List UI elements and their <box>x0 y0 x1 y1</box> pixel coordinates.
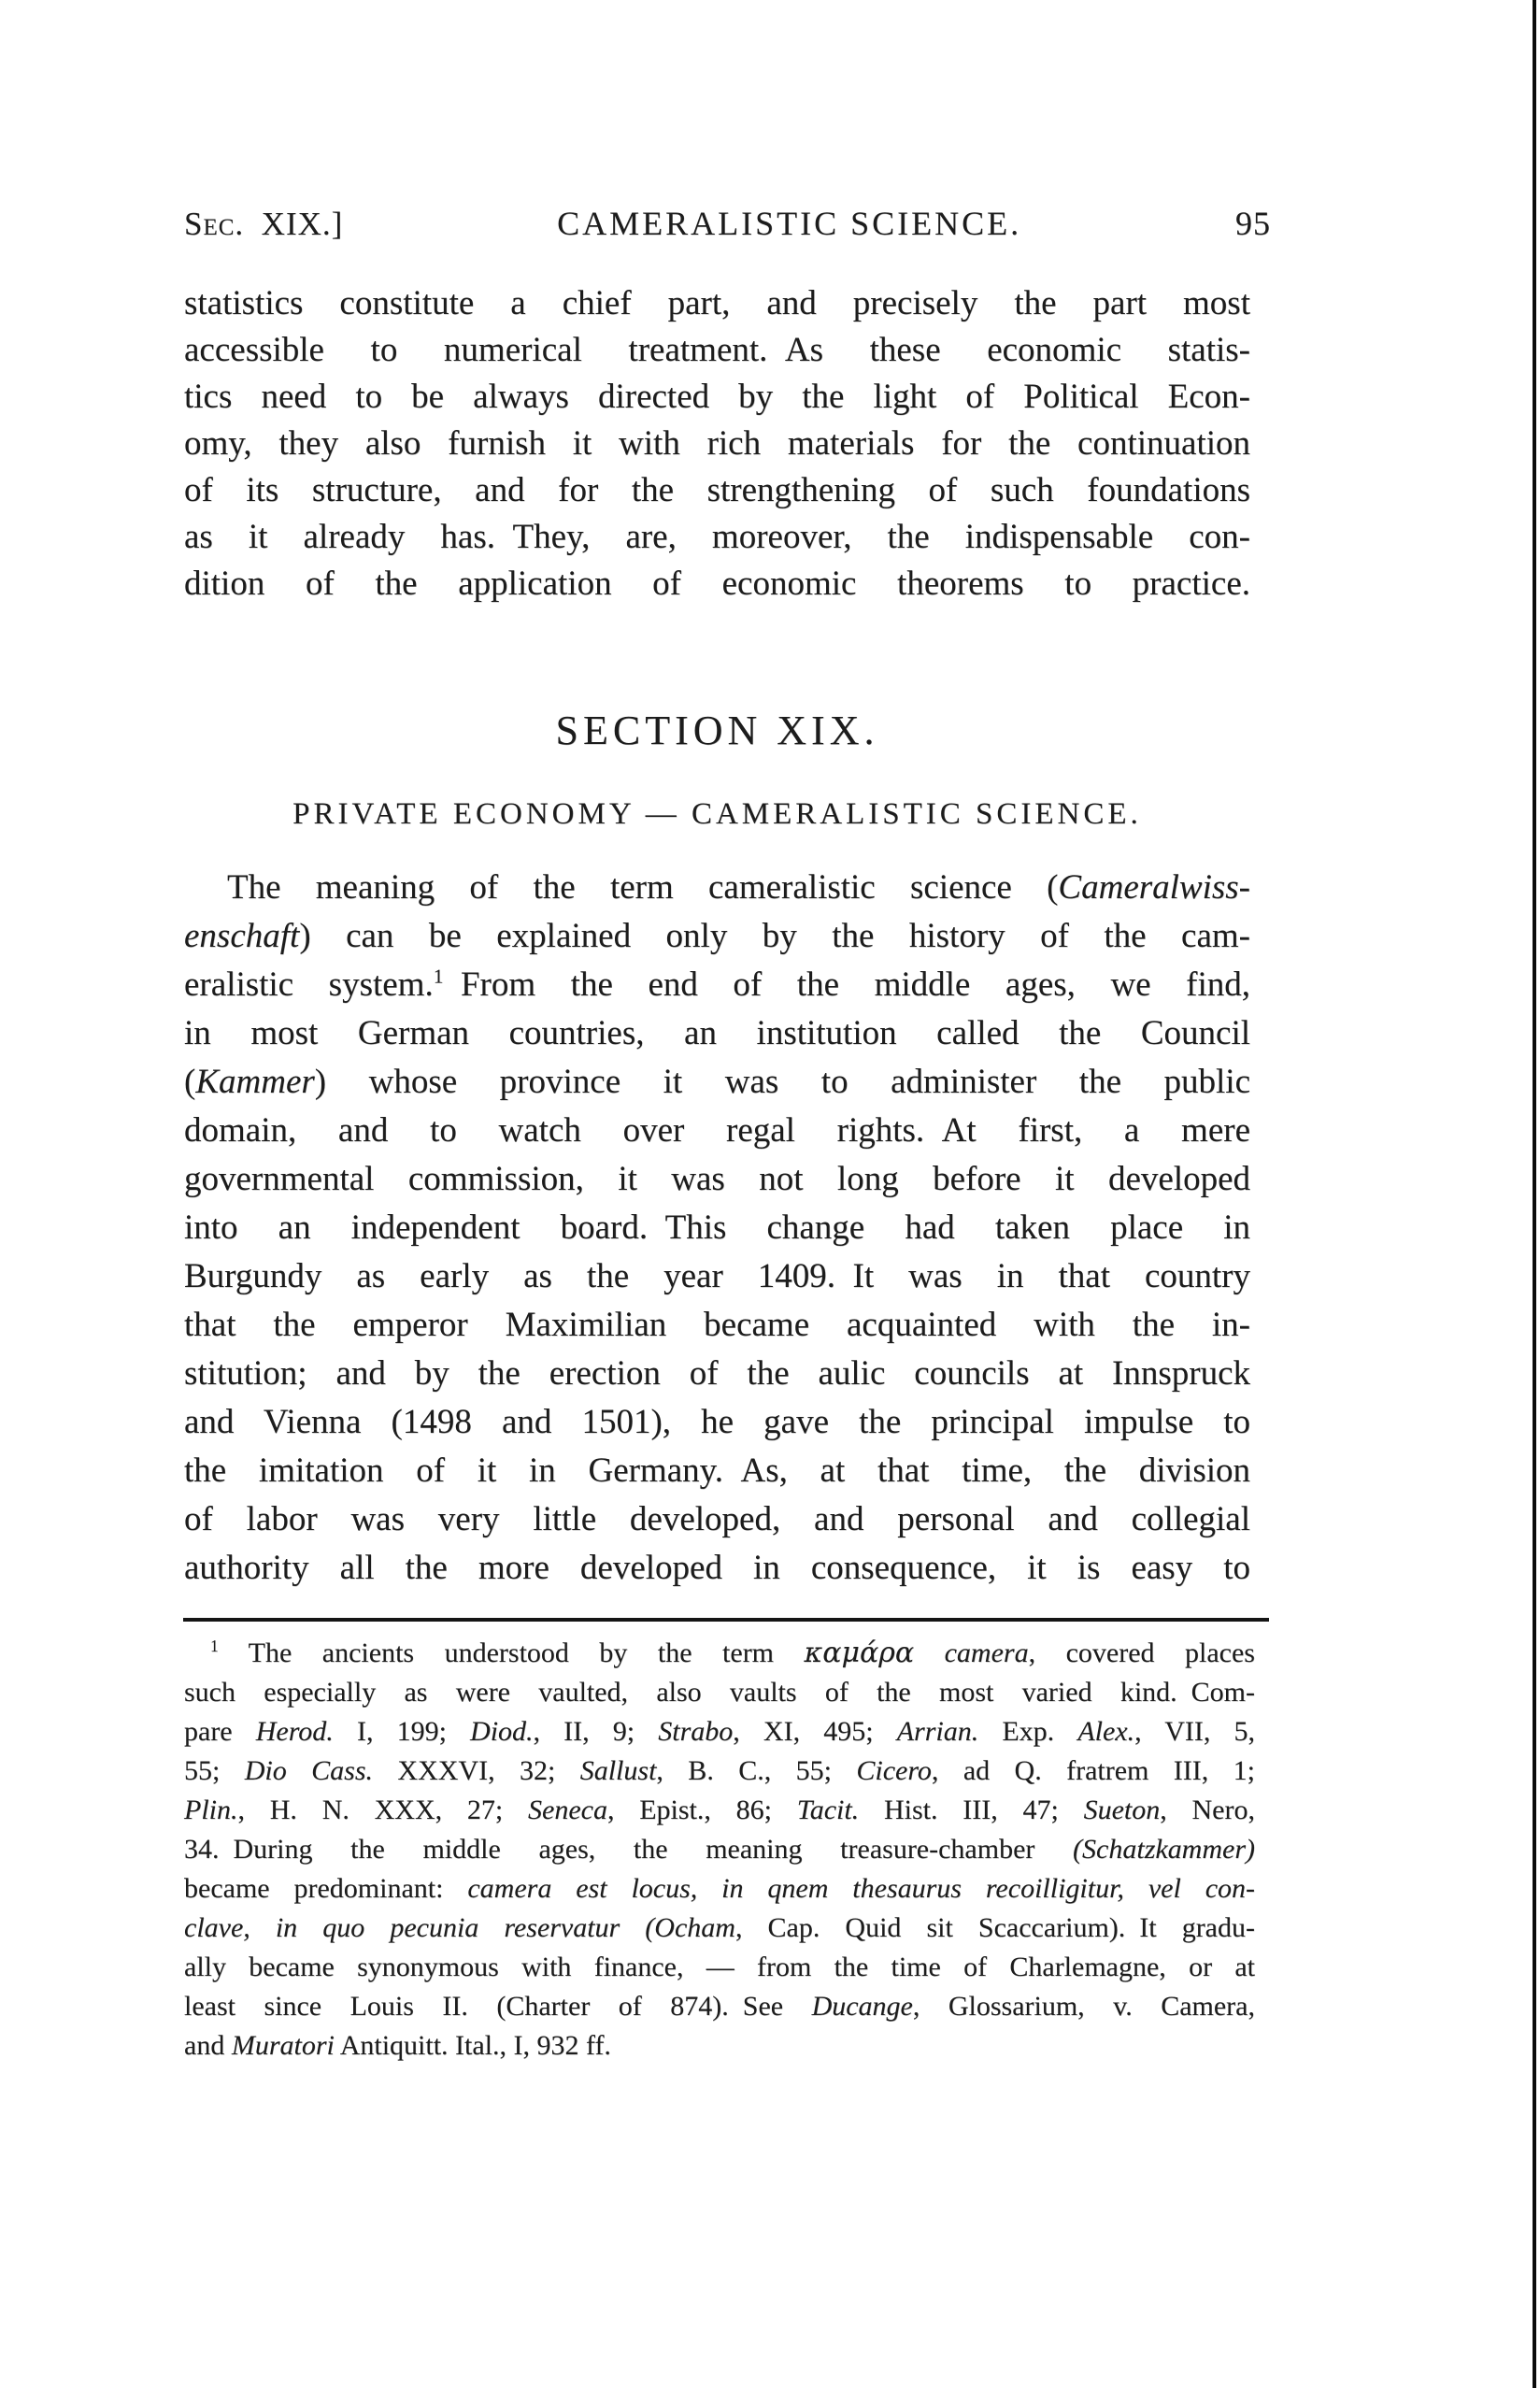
text-segment: , B. C., 55; <box>656 1755 857 1786</box>
greek-text: καμάρα <box>804 1637 915 1669</box>
section-subheading: PRIVATE ECONOMY — CAMERALISTIC SCIENCE. <box>292 797 1142 831</box>
text-segment: ally became synonymous with finance, — from the time of Charlemagne, or at <box>184 1952 1255 1982</box>
running-head-title: CAMERALISTIC SCIENCE. <box>557 205 1022 242</box>
text-line <box>184 514 1250 561</box>
text-line <box>184 1301 1250 1350</box>
text-segment: of labor was very little developed, and personal and collegial <box>184 1500 1250 1538</box>
text-line <box>184 1204 1250 1252</box>
text-line <box>184 467 1250 514</box>
text-line <box>184 1495 1250 1544</box>
text-segment: , VII, 5, <box>1134 1716 1256 1747</box>
text-segment: Antiquitt. Ital., I, 932 ff. <box>334 2030 611 2061</box>
text-segment: The ancients understood by the term <box>218 1637 805 1668</box>
italic-text: Cameralwiss- <box>1058 868 1250 907</box>
text-segment: authority all the more developed in consequence, it is easy to <box>184 1549 1250 1587</box>
text-segment: Exp. <box>978 1716 1078 1747</box>
text-segment: accessible to numerical treatment. As these economic statis- <box>184 331 1250 369</box>
text-line <box>184 327 1250 374</box>
italic-text: Kammer <box>195 1063 315 1101</box>
text-line <box>184 1791 1255 1830</box>
running-head-section <box>184 206 343 243</box>
text-segment: as it already has. They, are, moreover, the indispensable con- <box>184 518 1250 556</box>
text-segment: ) whose province it was to administer the public <box>314 1063 1250 1101</box>
text-segment: ) can be explained only by the history of the cam- <box>299 917 1250 955</box>
text-segment: eralistic system. <box>184 965 434 1004</box>
italic-text: Plin. <box>184 1795 238 1825</box>
text-line <box>184 1350 1250 1398</box>
text-segment: such especially as were vaulted, also vaults of the most varied kind. Com- <box>184 1677 1255 1708</box>
footnote-separator-rule <box>183 1618 1269 1622</box>
text-segment: , covered places <box>1028 1637 1255 1668</box>
text-segment: dition of the application of economic theorems to practice. <box>184 565 1250 603</box>
text-segment: and <box>184 2030 232 2061</box>
italic-text: Diod. <box>470 1716 534 1747</box>
page-number: 95 <box>1234 205 1271 242</box>
italic-text: Strabo <box>658 1716 734 1747</box>
italic-text: Tacit. <box>796 1795 860 1825</box>
text-line <box>184 1447 1250 1495</box>
text-line <box>184 1869 1255 1909</box>
text-segment: , H. N. XXX, 27; <box>237 1795 528 1825</box>
text-segment: , XI, 495; <box>733 1716 897 1747</box>
text-segment: , Epist., 86; <box>606 1795 797 1825</box>
italic-text: Arrian. <box>896 1716 979 1747</box>
italic-text: Ducange <box>811 1991 913 2022</box>
text-segment: , Glossarium, v. Camera, <box>912 1991 1255 2022</box>
text-line <box>184 1634 1255 1673</box>
footnote-reference-mark: 1 <box>433 965 444 988</box>
text-line <box>184 1712 1255 1752</box>
text-line <box>184 961 1250 1009</box>
text-segment: pare <box>184 1716 256 1747</box>
text-segment: Hist. III, 47; <box>859 1795 1084 1825</box>
text-segment: least since Louis II. (Charter of 874). See <box>184 1991 812 2022</box>
text-line <box>184 1155 1250 1204</box>
italic-text: Herod. <box>255 1716 334 1747</box>
text-line <box>184 1752 1255 1791</box>
text-segment: , Nero, <box>1160 1795 1255 1825</box>
text-segment: of its structure, and for the strengthening of such foundations <box>184 471 1250 509</box>
text-segment: XXXVI, 32; <box>373 1755 580 1786</box>
italic-text: camera est locus, in qnem thesaurus recoilligitur, vel con- <box>467 1873 1255 1904</box>
italic-text: Sallust <box>579 1755 657 1786</box>
text-line <box>184 1058 1250 1107</box>
text-segment: into an independent board. This change had taken place in <box>184 1208 1250 1247</box>
text-line <box>184 561 1250 608</box>
running-head <box>184 204 1271 243</box>
text-line <box>184 912 1250 961</box>
text-segment: 55; <box>184 1755 245 1786</box>
text-line <box>184 864 1250 912</box>
text-line <box>184 1544 1250 1593</box>
text-segment: 34. During the middle ages, the meaning treasure-chamber <box>184 1834 1074 1865</box>
italic-text: camera <box>944 1637 1029 1668</box>
running-head-section-number: XIX.] <box>244 206 344 242</box>
scan-edge-artifact <box>1533 0 1536 2388</box>
text-segment: statistics constitute a chief part, and precisely the part most <box>184 284 1250 322</box>
text-segment: governmental commission, it was not long before it developed <box>184 1160 1250 1198</box>
italic-text: (Schatzkammer) <box>1073 1834 1255 1865</box>
text-segment: and Vienna (1498 and 1501), he gave the principal impulse to <box>184 1403 1250 1441</box>
text-segment: ( <box>184 1063 196 1101</box>
text-segment: became predominant: <box>184 1873 468 1904</box>
paragraph-1 <box>184 280 1250 608</box>
italic-text: Sueton <box>1083 1795 1161 1825</box>
text-segment <box>914 1637 945 1668</box>
text-segment: stitution; and by the erection of the aulic councils at Innspruck <box>184 1354 1250 1393</box>
text-line <box>184 280 1250 327</box>
italic-text: Alex. <box>1077 1716 1135 1747</box>
text-segment: in most German countries, an institution called the Council <box>184 1014 1250 1052</box>
text-segment: the imitation of it in Germany. As, at that time, the division <box>184 1451 1250 1490</box>
text-line <box>184 1009 1250 1058</box>
text-segment: omy, they also furnish it with rich materials for the continuation <box>184 424 1250 463</box>
text-segment: Burgundy as early as the year 1409. It was in that country <box>184 1257 1250 1295</box>
italic-text: Cicero <box>856 1755 932 1786</box>
text-line <box>184 1948 1255 1987</box>
text-segment: The meaning of the term cameralistic science ( <box>227 868 1059 907</box>
italic-text: Dio Cass. <box>244 1755 374 1786</box>
text-line <box>184 374 1250 421</box>
text-line <box>184 2026 1255 2066</box>
text-segment: I, 199; <box>333 1716 471 1747</box>
text-segment: , Cap. Quid sit Scaccarium). It gradu- <box>734 1912 1255 1943</box>
italic-text: Muratori <box>231 2030 335 2061</box>
italic-text: Seneca <box>528 1795 607 1825</box>
text-line <box>184 1987 1255 2026</box>
text-line <box>184 1909 1255 1948</box>
text-segment: From the end of the middle ages, we find, <box>443 965 1250 1004</box>
italic-text: enschaft <box>184 917 300 955</box>
text-line <box>184 1673 1255 1712</box>
running-head-section-label: Sec. <box>184 206 245 242</box>
text-line <box>184 1398 1250 1447</box>
text-line <box>184 1107 1250 1155</box>
footnote <box>184 1634 1255 2066</box>
text-segment: , II, 9; <box>533 1716 659 1747</box>
paragraph-2 <box>184 864 1250 1593</box>
section-heading: SECTION XIX. <box>555 708 879 753</box>
text-segment: , ad Q. fratrem III, 1; <box>931 1755 1255 1786</box>
text-line <box>184 1252 1250 1301</box>
text-line <box>184 1830 1255 1869</box>
text-segment: tics need to be always directed by the light of Political Econ- <box>184 378 1250 416</box>
footnote-reference-mark: 1 <box>210 1637 219 1655</box>
italic-text: clave, in quo pecunia reservatur (Ocham <box>184 1912 735 1943</box>
text-line <box>184 421 1250 467</box>
text-segment: domain, and to watch over regal rights. At first, a mere <box>184 1111 1250 1150</box>
text-segment: that the emperor Maximilian became acquainted with the in- <box>184 1306 1250 1344</box>
